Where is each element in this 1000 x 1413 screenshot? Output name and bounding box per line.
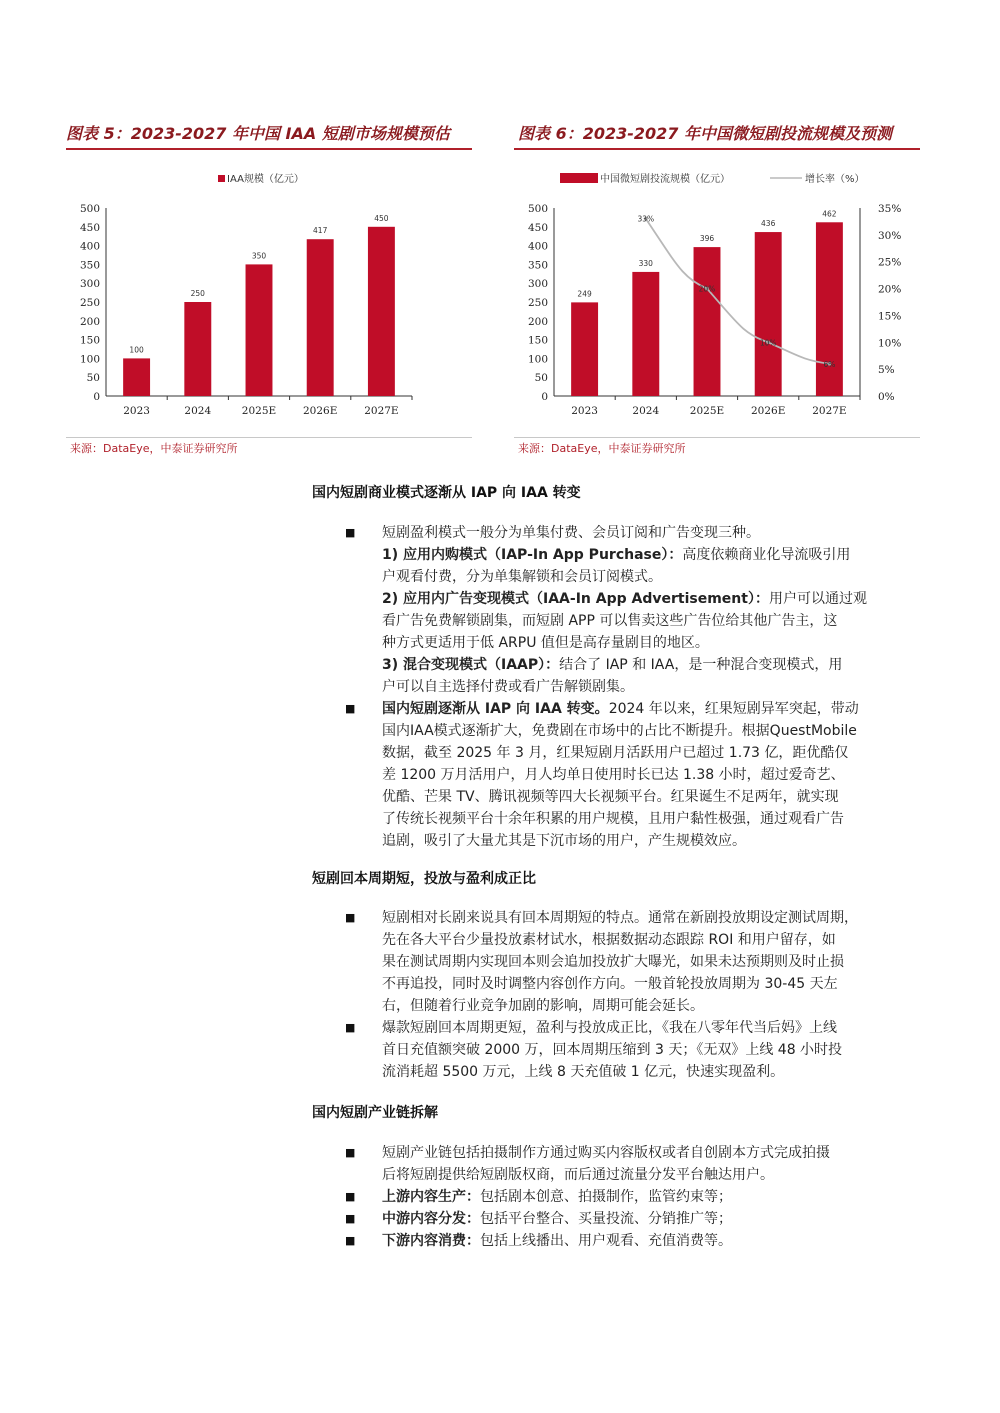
- chart6-legend-bar-swatch: [560, 173, 598, 183]
- right-y-tick-label: 50: [534, 372, 548, 385]
- right-growth-data-label: 6%: [823, 359, 836, 369]
- section1-b2-text: 2024 年以来，红果短剧异军突起，带动: [608, 701, 859, 717]
- left-bar: [123, 358, 150, 396]
- right-y2-tick-label: 25%: [878, 256, 902, 269]
- left-bar: [184, 302, 211, 396]
- left-bar: [368, 227, 395, 396]
- right-x-tick-label: 2024: [632, 405, 660, 417]
- sub2-bold: 2) 应用内广告变现模式（IAA-In App Advertisement）：: [382, 591, 769, 607]
- right-bar-data-label: 330: [638, 258, 653, 268]
- left-bar: [246, 264, 273, 396]
- section2-bullets: [345, 907, 935, 1087]
- left-bar-data-label: 417: [313, 226, 328, 236]
- right-bar: [571, 302, 598, 396]
- chart5-legend-label: IAA规模（亿元）: [227, 174, 304, 185]
- section1-b1-text: 短剧盈利模式一般分为单集付费、会员订阅和广告变现三种。: [382, 525, 760, 541]
- section3-b3: [382, 1208, 935, 1230]
- right-y2-tick-label: 30%: [878, 229, 902, 242]
- left-bar-data-label: 350: [251, 251, 267, 261]
- section1-b2-line2: 国内IAA模式逐渐扩大，免费剧在市场中的占比不断提升。根据QuestMobile: [382, 723, 857, 739]
- right-y2-tick-label: 0%: [878, 391, 895, 403]
- chart5-title: 图表 5：2023-2027 年中国 IAA 短剧市场规模预估: [66, 124, 450, 143]
- section2-b1-line5: 右，但随着行业竞争加剧的影响，周期可能会延长。: [382, 998, 704, 1014]
- right-x-tick-label: 2027E: [812, 405, 847, 417]
- left-y-tick-label: 300: [79, 278, 100, 291]
- sub1-text-a: 高度依赖商业化导流吸引用: [682, 547, 851, 563]
- section3-b2: [382, 1186, 935, 1208]
- section1-sub3-line1: [382, 654, 935, 676]
- bullet-marker: ■: [345, 1234, 356, 1247]
- right-y2-tick-label: 15%: [878, 310, 902, 323]
- right-y2-tick-label: 20%: [878, 283, 902, 296]
- right-bar-data-label: 436: [761, 219, 776, 229]
- sub2-text-a: 用户可以通过观: [768, 591, 867, 607]
- chart5-bottom-rule: [66, 437, 472, 438]
- left-x-tick-label: 2026E: [303, 405, 338, 417]
- right-bar-data-label: 396: [699, 234, 715, 244]
- right-y-tick-label: 500: [527, 203, 548, 215]
- sub3-text-a: 结合了 IAP 和 IAA，是一种混合变现模式，用: [559, 657, 843, 673]
- section1-sub1-line1: [382, 544, 935, 566]
- section2-b1-line4: 不再追投，同时及时调整内容创作方向。一般首轮投放周期为 30-45 天左: [382, 976, 838, 992]
- right-y-tick-label: 300: [527, 278, 548, 291]
- upstream-bold: 上游内容生产：: [382, 1189, 480, 1205]
- right-growth-data-label: 33%: [637, 214, 655, 224]
- section1-b2-line5: 优酷、芒果 TV、腾讯视频等四大长视频平台。红果诞生不足两年，就实现: [382, 789, 839, 805]
- bullet-marker: ■: [345, 526, 356, 539]
- bullet-marker: ■: [345, 702, 356, 715]
- chart5-iaa-market-size: [66, 150, 472, 437]
- section1-b2-line4: 差 1200 万月活用户，月人均单日使用时长已达 1.38 小时，超过爱奇艺、: [382, 767, 845, 783]
- section1-sub3-line2: 户可以自主选择付费或看广告解锁剧集。: [382, 679, 634, 695]
- section2-heading: 短剧回本周期短，投放与盈利成正比: [312, 871, 536, 887]
- section2-b1-line2: 先在各大平台少量投放素材试水，根据数据动态跟踪 ROI 和用户留存，如: [382, 932, 836, 948]
- right-y-tick-label: 350: [527, 259, 548, 272]
- left-x-tick-label: 2025E: [241, 405, 277, 417]
- bullet-marker: ■: [345, 911, 356, 924]
- section1-b2-line1: [382, 698, 935, 720]
- left-x-tick-label: 2024: [184, 405, 212, 417]
- section1-b2-line7: 追剧，吸引了大量尤其是下沉市场的用户，产生规模效应。: [382, 833, 746, 849]
- right-bar: [755, 232, 782, 396]
- right-growth-line: [646, 219, 830, 364]
- section3-b1-line2: 后将短剧提供给短剧版权商，而后通过流量分发平台触达用户。: [382, 1167, 774, 1183]
- sub1-bold: 1) 应用内购模式（IAP-In App Purchase）：: [382, 547, 683, 563]
- bullet-marker: ■: [345, 1146, 356, 1159]
- right-y-tick-label: 100: [527, 353, 548, 366]
- section2-b2-line3: 流消耗超 5500 万元，上线 8 天充值破 1 亿元，快速实现盈利。: [382, 1064, 785, 1080]
- right-bar-data-label: 249: [577, 289, 592, 299]
- right-y-tick-label: 250: [527, 297, 548, 309]
- section1-sub2-line2: 看广告免费解锁剧集，而短剧 APP 可以售卖这些广告位给其他广告主，这: [382, 613, 838, 629]
- right-y-tick-label: 400: [527, 240, 548, 253]
- chart6-micro-drama-ad-spend: [514, 150, 920, 437]
- right-y2-tick-label: 35%: [878, 203, 902, 215]
- section1-bullets: [345, 522, 935, 852]
- left-bar-data-label: 100: [129, 345, 144, 355]
- right-x-tick-label: 2026E: [751, 405, 786, 417]
- left-y-tick-label: 450: [79, 221, 100, 234]
- chart6-bottom-rule: [514, 437, 920, 438]
- section2-b2-line1: 爆款短剧回本周期更短，盈利与投放成正比，《我在八零年代当后妈》上线: [382, 1020, 837, 1036]
- left-x-tick-label: 2027E: [364, 405, 399, 417]
- right-bar: [694, 247, 721, 396]
- right-x-tick-label: 2023: [571, 405, 598, 417]
- right-growth-data-label: 20%: [698, 284, 716, 294]
- chart6-title: 图表 6：2023-2027 年中国微短剧投流规模及预测: [518, 124, 892, 143]
- downstream-text: 包括上线播出、用户观看、充值消费等。: [480, 1233, 732, 1249]
- right-bar: [816, 222, 843, 396]
- left-y-tick-label: 250: [79, 297, 100, 309]
- section3-heading: 国内短剧产业链拆解: [312, 1105, 438, 1121]
- section1-b2-line3: 数据，截至 2025 年 3 月，红果短剧月活跃用户已超过 1.73 亿，距优酷仅: [382, 745, 849, 761]
- left-x-tick-label: 2023: [123, 405, 150, 417]
- upstream-text: 包括剧本创意、拍摄制作，监管约束等；: [480, 1189, 732, 1205]
- left-y-tick-label: 400: [79, 240, 100, 253]
- bullet-marker: ■: [345, 1190, 356, 1203]
- right-y-tick-label: 0: [541, 391, 548, 403]
- section3-bullets: [345, 1142, 935, 1254]
- left-y-tick-label: 50: [86, 372, 100, 385]
- right-growth-data-label: 10%: [759, 338, 777, 348]
- chart6-legend-line-label: 增长率（%）: [805, 174, 865, 185]
- section1-sub2-line1: [382, 588, 935, 610]
- left-y-tick-label: 500: [79, 203, 100, 215]
- right-y2-tick-label: 5%: [878, 364, 895, 377]
- left-bar: [307, 239, 334, 396]
- right-bar: [632, 272, 659, 396]
- midstream-text: 包括平台整合、买量投流、分销推广等；: [480, 1211, 732, 1227]
- section1-b2-line6: 了传统长视频平台十余年积累的用户规模，且用户黏性极强，通过观看广告: [382, 811, 844, 827]
- chart6-source: 来源：DataEye，中泰证券研究所: [518, 442, 686, 455]
- section1-sub1-line2: 户观看付费，分为单集解锁和会员订阅模式。: [382, 569, 662, 585]
- left-y-tick-label: 0: [93, 391, 100, 403]
- section1-heading: 国内短剧商业模式逐渐从 IAP 向 IAA 转变: [312, 485, 581, 501]
- bullet-marker: ■: [345, 1212, 356, 1225]
- left-y-tick-label: 350: [79, 259, 100, 272]
- section3-b4: [382, 1230, 935, 1252]
- chart6-legend-bar-label: 中国微短剧投流规模（亿元）: [600, 174, 730, 185]
- chart5-source: 来源：DataEye，中泰证券研究所: [70, 442, 238, 455]
- left-y-tick-label: 200: [79, 315, 100, 328]
- left-bar-data-label: 250: [190, 289, 205, 298]
- right-y-tick-label: 150: [527, 334, 548, 347]
- left-y-tick-label: 150: [79, 334, 100, 347]
- right-x-tick-label: 2025E: [689, 405, 725, 417]
- downstream-bold: 下游内容消费：: [382, 1233, 480, 1249]
- chart5-legend-swatch: [218, 175, 225, 182]
- right-y-tick-label: 200: [527, 315, 548, 328]
- bullet-marker: ■: [345, 1021, 356, 1034]
- sub3-bold: 3) 混合变现模式（IAAP）：: [382, 657, 560, 673]
- section2-b2-line2: 首日充值额突破 2000 万，回本周期压缩到 3 天；《无双》上线 48 小时投: [382, 1042, 843, 1058]
- section3-b1-line1: 短剧产业链包括拍摄制作方通过购买内容版权或者自创剧本方式完成拍摄: [382, 1145, 830, 1161]
- right-y-tick-label: 450: [527, 221, 548, 234]
- right-y2-tick-label: 10%: [878, 337, 902, 350]
- midstream-bold: 中游内容分发：: [382, 1211, 480, 1227]
- left-bar-data-label: 450: [374, 213, 389, 223]
- section1-b2-bold: 国内短剧逐渐从 IAP 向 IAA 转变。: [382, 701, 609, 717]
- section1-sub2-line3: 种方式更适用于低 ARPU 值但是高存量剧目的地区。: [382, 635, 709, 651]
- section2-b1-line3: 果在测试周期内实现回本则会追加投放扩大曝光，如果未达预期则及时止损: [382, 954, 844, 970]
- left-y-tick-label: 100: [79, 353, 100, 366]
- section2-b1-line1: 短剧相对长剧来说具有回本周期短的特点。通常在新剧投放期设定测试周期，: [382, 910, 858, 926]
- right-bar-data-label: 462: [822, 209, 837, 219]
